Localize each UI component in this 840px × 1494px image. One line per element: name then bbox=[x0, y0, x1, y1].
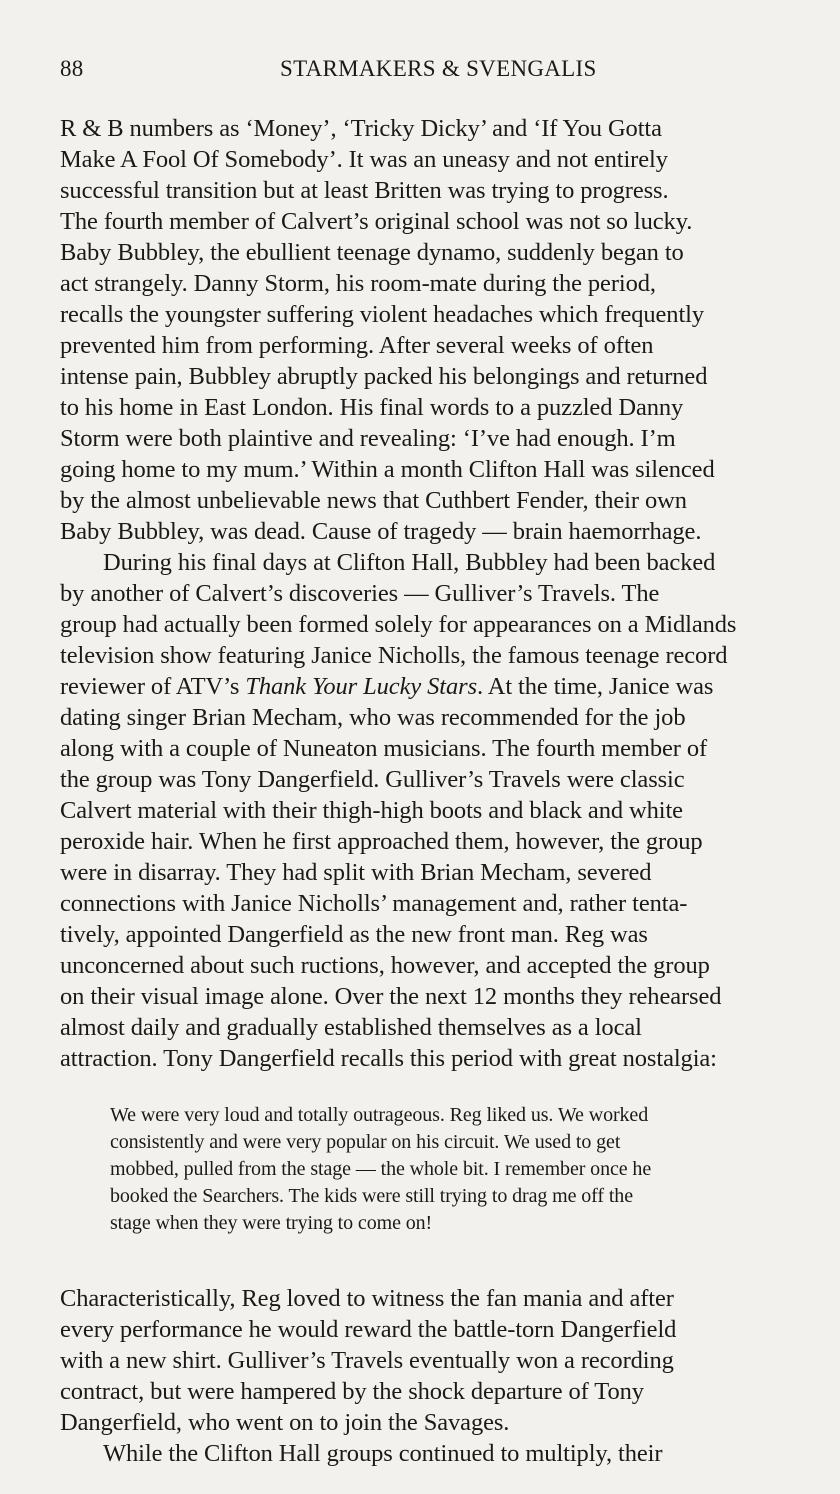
body-text-line: peroxide hair. When he first approached them, however, the group bbox=[60, 828, 703, 855]
body-text-line: on their visual image alone. Over the next 12 months they rehearsed bbox=[60, 983, 722, 1010]
body-text-line: Characteristically, Reg loved to witness the fan mania and after bbox=[60, 1285, 674, 1312]
body-text-line: While the Clifton Hall groups continued to multiply, their bbox=[103, 1440, 663, 1467]
body-text-line: intense pain, Bubbley abruptly packed his belongings and returned bbox=[60, 363, 708, 390]
body-text-line bbox=[60, 671, 713, 702]
body-text-line: tively, appointed Dangerfield as the new front man. Reg was bbox=[60, 921, 648, 948]
body-text-line: the group was Tony Dangerfield. Gulliver’s Travels were classic bbox=[60, 766, 685, 793]
page-header bbox=[60, 56, 830, 88]
body-text-line: attraction. Tony Dangerfield recalls this period with great nostalgia: bbox=[60, 1045, 717, 1072]
body-text-line: by the almost unbelievable news that Cuthbert Fender, their own bbox=[60, 487, 687, 514]
body-text-line: Storm were both plaintive and revealing: ‘I’ve had enough. I’m bbox=[60, 425, 676, 452]
body-text-line: were in disarray. They had split with Brian Mecham, severed bbox=[60, 859, 652, 886]
body-text-line: The fourth member of Calvert’s original school was not so lucky. bbox=[60, 208, 693, 235]
body-text-line: contract, but were hampered by the shock departure of Tony bbox=[60, 1378, 644, 1405]
body-text-line: unconcerned about such ructions, however, and accepted the group bbox=[60, 952, 710, 979]
body-text-line: group had actually been formed solely for appearances on a Midlands bbox=[60, 611, 737, 638]
quote-line: We were very loud and totally outrageous. Reg liked us. We worked bbox=[110, 1104, 649, 1126]
body-text-line: successful transition but at least Britten was trying to progress. bbox=[60, 177, 669, 204]
body-text-segment: reviewer of ATV’s bbox=[60, 673, 246, 700]
body-text-line: connections with Janice Nicholls’ management and, rather tenta- bbox=[60, 890, 688, 917]
quote-line: booked the Searchers. The kids were still trying to drag me off the bbox=[110, 1185, 633, 1207]
quote-line: mobbed, pulled from the stage — the whole bit. I remember once he bbox=[110, 1158, 652, 1180]
body-text-line: During his final days at Clifton Hall, Bubbley had been backed bbox=[103, 549, 716, 576]
body-text-line: every performance he would reward the battle-torn Dangerfield bbox=[60, 1316, 677, 1343]
body-text-line: R & B numbers as ‘Money’, ‘Tricky Dicky’ and ‘If You Gotta bbox=[60, 115, 662, 142]
body-text-line: Make A Fool Of Somebody’. It was an uneasy and not entirely bbox=[60, 146, 668, 173]
body-text-line: prevented him from performing. After several weeks of often bbox=[60, 332, 654, 359]
body-text-line: Baby Bubbley, the ebullient teenage dynamo, suddenly began to bbox=[60, 239, 684, 266]
show-title: Thank Your Lucky Stars bbox=[245, 673, 478, 700]
body-text-line: to his home in East London. His final words to a puzzled Danny bbox=[60, 394, 684, 421]
body-text-line: act strangely. Danny Storm, his room-mate during the period, bbox=[60, 270, 656, 297]
body-text-line: with a new shirt. Gulliver’s Travels eventually won a recording bbox=[60, 1347, 674, 1374]
page-number: 88 bbox=[60, 56, 84, 81]
body-text-line: along with a couple of Nuneaton musicians. The fourth member of bbox=[60, 735, 708, 762]
body-text-line: recalls the youngster suffering violent headaches which frequently bbox=[60, 301, 705, 328]
body-text-line: almost daily and gradually established themselves as a local bbox=[60, 1014, 642, 1041]
body-text-segment: . At the time, Janice was bbox=[477, 673, 714, 700]
quote-line: consistently and were very popular on his circuit. We used to get bbox=[110, 1131, 621, 1153]
body-text-line: Dangerfield, who went on to join the Savages. bbox=[60, 1409, 510, 1436]
body-text-line: television show featuring Janice Nicholls, the famous teenage record bbox=[60, 642, 728, 669]
running-title: STARMAKERS & SVENGALIS bbox=[280, 56, 597, 81]
body-text-line: Baby Bubbley, was dead. Cause of tragedy — brain haemorrhage. bbox=[60, 518, 702, 545]
body-text-line: going home to my mum.’ Within a month Clifton Hall was silenced bbox=[60, 456, 715, 483]
body-text-line: by another of Calvert’s discoveries — Gulliver’s Travels. The bbox=[60, 580, 660, 607]
body-text-line: Calvert material with their thigh-high boots and black and white bbox=[60, 797, 683, 824]
body-text-line: dating singer Brian Mecham, who was recommended for the job bbox=[60, 704, 686, 731]
quote-line: stage when they were trying to come on! bbox=[110, 1212, 433, 1234]
